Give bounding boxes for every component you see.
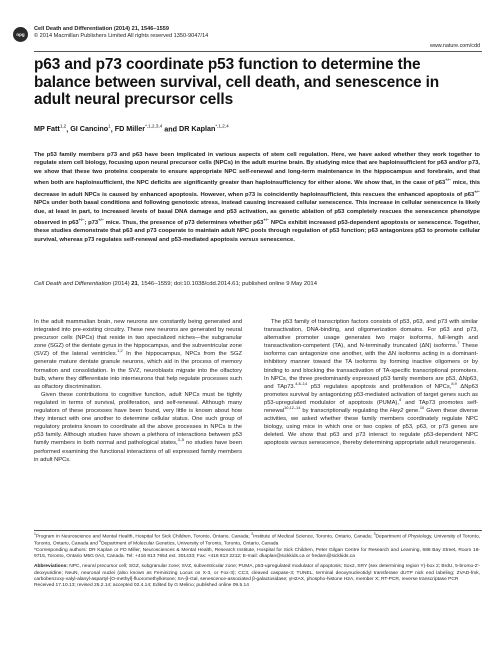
author-list: MP Fatt$^{1,2}$, GI Cancino$^1$, FD Miller$^{*,1,2,3,4}$ and DR Kaplan$^{*,1,2,4}$ bbox=[34, 124, 229, 134]
body-paragraph: In the adult mammalian brain, new neurons are constantly being generated and integrated into pre-existing circuitry. These new neurons are generated by neural precursor cells (NPCs) that reside in two specialized niches—the subgranular zone (SGZ) of the dentate gyrus in the hippocampus, and the subventricular zone (SVZ) of the lateral ventricles.$^{1,2}$ In the hippocampus, NPCs from the SGZ generate mature dentate granule neurons, which aid in the process of memory formation and consolidation. In the SVZ, neuroblasts migrate into the olfactory bulb, where they differentiate into interneurons that help regulate processes such as olfactory discrimination. bbox=[34, 319, 242, 390]
copyright-line: © 2014 Macmillan Publishers Limited All rights reserved 1350-9047/14 bbox=[34, 33, 209, 39]
reference-link[interactable]: 1,2 bbox=[117, 348, 123, 354]
abbreviations: Abbreviations: NPC, neural precursor cell; SGZ, subgranular zone; SVZ, subventricular zone; PUMA, p53-upregulated modulator of apoptosis; Sox2, SRY (sex determining region Y)-box 2; BrdU, 5-bromo-2′-deoxyuridine; NeuN, neuronal nuclei (also known as Feminizing Locus on X-3, or Fox-3); CC3, cleaved caspase-3; TUNEL, terminal deoxynucleotidyl transferase dUTP nick end labeling; ZVAD-fmk, carbobenzoxy-valyl-alanyl-aspartyl-[O-methyl]-fluoromethylketone; SA-β-Gal, senescence-associated β-galactosidase; γH2AX, phospho-histone H2A, member X; RT-PCR, reverse transcriptase PCR bbox=[34, 564, 480, 582]
body-paragraph: Given these contributions to cognitive function, adult NPCs must be tightly regulated in terms of survival, proliferation, and self-renewal. Although many regulators of these processes have been found, very little is known about how they interact with one another to determine cellular status. One such group of regulatory proteins known to coordinate all the above processes in NPCs is the p53 family. Although studies have shown a plethora of interactions between p53 family members in both normal and pathological states,$^{3-5}$ no studies have been performed examining the functional interactions of all expressed family members in adult NPCs. bbox=[34, 391, 242, 463]
journal-website-link[interactable]: www.nature.com/cdd bbox=[429, 43, 480, 49]
publisher-logo bbox=[13, 27, 28, 42]
reference-link[interactable]: 4 bbox=[398, 397, 402, 403]
reference-link[interactable]: 3–5 bbox=[177, 437, 185, 443]
journal-meta bbox=[34, 26, 208, 40]
affiliations: $^1$Program in Neuroscience and Mental Health, Hospital for Sick Children, Toronto, Ontario, Canada; $^2$Institute of Medical Science, Toronto, Ontario, Canada; $^3$Department of Physiology, University of Toronto, Toronto, Ontario, Canada and $^4$Department of Molecular Genetics, University of Toronto, Toronto, Ontario, Canada bbox=[34, 532, 480, 547]
reference-link[interactable]: 7 bbox=[457, 340, 460, 346]
footnote-divider bbox=[34, 530, 482, 531]
received-dates: Received 17.10.13; revised 25.2.14; accepted 02.4.14; Edited by G Melino; published online 09.5.14 bbox=[34, 583, 249, 589]
publisher-logo-text: npg bbox=[16, 32, 25, 37]
corresponding-authors: *Corresponding authors: DR Kaplan or FD Miller, Neurosciences & Mental Health, Research Institute, Hospital for Sick Children, Peter Gilgan Centre for Research and Learning, 686 Bay Street, Room 18-9715, Toronto, Ontario M5G 0A4, Canada. Tel: +416 813 7654 ext. 301433; Fax: +416 813 2212; E-mail: dkaplan@sickkids.ca or fredam@sickkids.ca bbox=[34, 547, 480, 560]
body-column-right bbox=[264, 318, 478, 448]
reference-link[interactable]: 8,9 bbox=[451, 380, 457, 386]
author[interactable]: MP Fatt$^{1,2}$ bbox=[34, 124, 67, 134]
author[interactable]: GI Cancino$^1$ bbox=[70, 124, 111, 134]
reference-link[interactable]: 10,12–14 bbox=[284, 405, 301, 411]
footnotes bbox=[34, 534, 480, 590]
journal-line: Cell Death and Differentiation (2014) 21, 1546–1559 bbox=[34, 26, 169, 32]
reference-link[interactable]: 10 bbox=[419, 405, 425, 411]
reference-link[interactable]: 4,8–14 bbox=[295, 380, 308, 386]
body-paragraph: The p53 family of transcription factors consists of p53, p63, and p73 with similar transactivation, DNA-binding, and oligomerization domains. For p63 and p73, alternative promoter usage generates two major isoforms, full-length and transactivation-competent (TA), and N-terminally truncated (ΔN) isoforms.$^7$ These isoforms can antagonize one another, with the ΔN isoforms acting in a dominant-inhibitory manner toward the TA isoforms by forming inactive oligomers or by binding to and blocking the transactivation of TA-specific transcriptional promoters. In NPCs, the three predominantly expressed p53 family members are p53, ΔNp63, and TAp73.$^{4,8-14}$ p53 regulates apoptosis and proliferation of NPCs,$^{8,9}$ ΔNp63 promotes survival by antagonizing p53-mediated activation of target genes such as p53-upregulated modulator of apoptosis (PUMA),$^4$ and TAp73 promotes self-renewal$^{10,12-14}$ by transcriptionally regulating the Hey2 gene.$^{10}$ Given these diverse activities, we asked whether these family members coordinately regulate NPC biology, using mice in which one or two copies of p53, p63, or p73 genes are deleted. We show that p63 and p73 interact to regulate p53-dependent NPC apoptosis versus senescence, thereby determining appropriate adult neurogenesis. bbox=[264, 319, 479, 447]
body-column-left bbox=[34, 318, 242, 464]
header-divider bbox=[34, 51, 482, 52]
abstract: The p53 family members p73 and p63 have been implicated in various aspects of stem cell regulation. Here, we have asked whether they work together to regulate stem cell biology, focusing upon neural precursor cells (NPCs) in the adult murine brain. By studying mice that are haploinsufficient for p63 and/or p73, we show that these two proteins cooperate to ensure appropriate NPC self-renewal and long-term maintenance in the hippocampus and forebrain, and that when both are haploinsufficient, the NPC deficits are significantly greater than haploinsufficiency for either alone. We show that, in the case of p63+/− mice, this decrease in adult NPCs is caused by enhanced apoptosis. However, when p73 is coincidently haploinsufficient, this rescues the enhanced apoptosis of p63+/− NPCs under both basal conditions and following genotoxic stress, instead causing increased cellular senescence. This increase in cellular senescence is likely due, at least in part, to increased levels of basal DNA damage and p53 activation, as genetic ablation of p53 completely rescues the senescence phenotype observed in p63+/−; p73+/− mice. Thus, the presence of p73 determines whether p63+/− NPCs exhibit increased p53-dependent apoptosis or senescence. Together, these studies demonstrate that p63 and p73 cooperate to maintain adult NPC pools through regulation of p53 function; p63 antagonizes p53 to promote cellular survival, whereas p73 regulates self-renewal and p53-mediated apoptosis versus senescence. bbox=[34, 152, 481, 243]
citation-line: Cell Death and Differentiation (2014) 21, 1546–1559; doi:10.1038/cdd.2014.61; published online 9 May 2014 bbox=[34, 281, 317, 287]
author[interactable]: DR Kaplan$^{*,1,2,4}$ bbox=[179, 124, 229, 134]
article-title: p63 and p73 coordinate p53 function to determine the balance between survival, cell death, and senescence in adult neural precursor cells bbox=[34, 56, 440, 109]
author[interactable]: FD Miller$^{*,1,2,3,4}$ bbox=[114, 124, 163, 134]
